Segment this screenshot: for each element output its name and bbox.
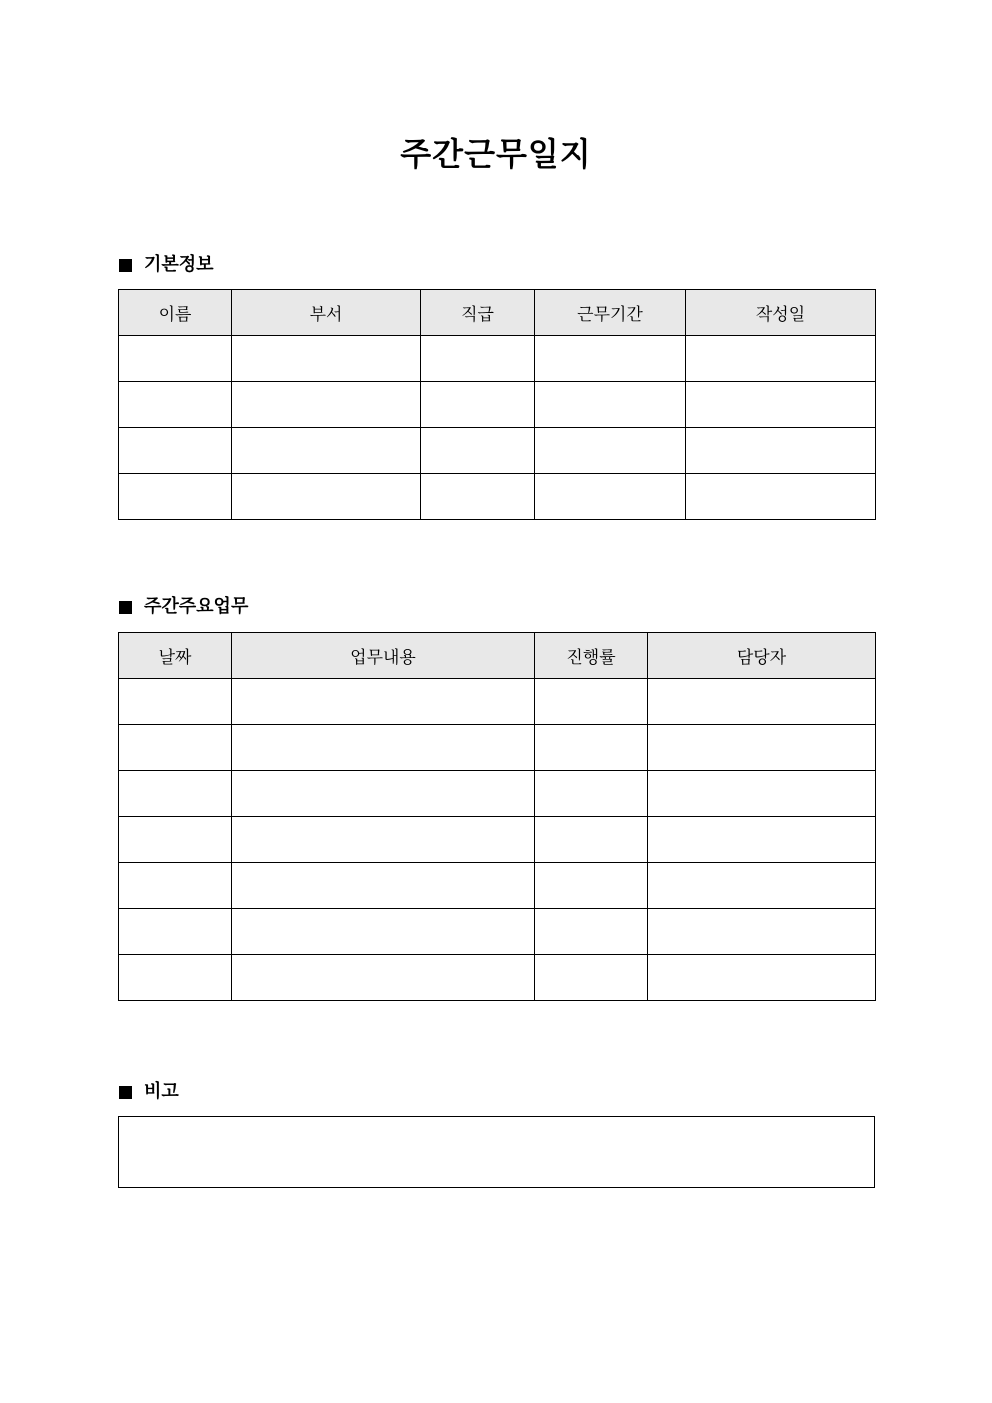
- page-title: 주간근무일지: [400, 135, 592, 173]
- table-cell[interactable]: [119, 909, 232, 955]
- table-row: [119, 336, 876, 382]
- table-cell[interactable]: [421, 336, 535, 382]
- table-cell[interactable]: [686, 336, 876, 382]
- table-cell[interactable]: [535, 725, 648, 771]
- table-cell[interactable]: [421, 474, 535, 520]
- table-cell[interactable]: [535, 817, 648, 863]
- table-cell[interactable]: [648, 771, 876, 817]
- table-cell[interactable]: [535, 474, 686, 520]
- table-row: [119, 955, 876, 1001]
- remarks-box[interactable]: [118, 1116, 875, 1188]
- table-cell[interactable]: [535, 336, 686, 382]
- table-cell[interactable]: [232, 955, 535, 1001]
- weekly-tasks-heading: [119, 594, 248, 620]
- column-header-progress: 진행률: [535, 633, 648, 679]
- table-cell[interactable]: [648, 955, 876, 1001]
- table-cell[interactable]: [119, 863, 232, 909]
- table-cell[interactable]: [232, 382, 421, 428]
- table-cell[interactable]: [535, 955, 648, 1001]
- table-row: [119, 909, 876, 955]
- table-cell[interactable]: [119, 336, 232, 382]
- basic-info-heading: [119, 252, 214, 278]
- table-cell[interactable]: [686, 428, 876, 474]
- table-cell[interactable]: [648, 909, 876, 955]
- column-header-position: 직급: [421, 290, 535, 336]
- table-row: [119, 863, 876, 909]
- table-row: [119, 428, 876, 474]
- table-row: [119, 725, 876, 771]
- table-cell[interactable]: [119, 955, 232, 1001]
- table-cell[interactable]: [232, 679, 535, 725]
- remarks-heading-label: 비고: [144, 1081, 179, 1102]
- table-cell[interactable]: [535, 771, 648, 817]
- table-row: [119, 474, 876, 520]
- table-cell[interactable]: [119, 474, 232, 520]
- square-bullet-icon: [119, 259, 132, 272]
- table-cell[interactable]: [119, 679, 232, 725]
- remarks-heading: [119, 1079, 179, 1105]
- table-cell[interactable]: [119, 725, 232, 771]
- table-cell[interactable]: [686, 474, 876, 520]
- table-cell[interactable]: [232, 428, 421, 474]
- weekly-tasks-table: [118, 632, 876, 1001]
- table-cell[interactable]: [119, 817, 232, 863]
- table-cell[interactable]: [232, 909, 535, 955]
- table-cell[interactable]: [648, 679, 876, 725]
- column-header-date-written: 작성일: [686, 290, 876, 336]
- table-row: [119, 817, 876, 863]
- table-cell[interactable]: [535, 382, 686, 428]
- table-cell[interactable]: [232, 474, 421, 520]
- table-cell[interactable]: [232, 817, 535, 863]
- table-cell[interactable]: [119, 382, 232, 428]
- table-row: [119, 679, 876, 725]
- table-cell[interactable]: [421, 428, 535, 474]
- table-cell[interactable]: [119, 771, 232, 817]
- column-header-task-content: 업무내용: [232, 633, 535, 679]
- table-header-row: [119, 290, 876, 336]
- table-cell[interactable]: [232, 771, 535, 817]
- table-header-row: [119, 633, 876, 679]
- table-cell[interactable]: [232, 863, 535, 909]
- column-header-assignee: 담당자: [648, 633, 876, 679]
- table-cell[interactable]: [535, 679, 648, 725]
- table-cell[interactable]: [119, 428, 232, 474]
- table-cell[interactable]: [686, 382, 876, 428]
- table-cell[interactable]: [535, 863, 648, 909]
- column-header-work-period: 근무기간: [535, 290, 686, 336]
- basic-info-table: [118, 289, 876, 520]
- column-header-date: 날짜: [119, 633, 232, 679]
- weekly-tasks-heading-label: 주간주요업무: [144, 596, 249, 617]
- table-cell[interactable]: [648, 863, 876, 909]
- table-cell[interactable]: [648, 725, 876, 771]
- table-cell[interactable]: [535, 909, 648, 955]
- column-header-name: 이름: [119, 290, 232, 336]
- table-cell[interactable]: [535, 428, 686, 474]
- square-bullet-icon: [119, 1086, 132, 1099]
- table-row: [119, 382, 876, 428]
- column-header-department: 부서: [232, 290, 421, 336]
- basic-info-heading-label: 기본정보: [144, 254, 214, 275]
- table-row: [119, 771, 876, 817]
- table-cell[interactable]: [421, 382, 535, 428]
- square-bullet-icon: [119, 601, 132, 614]
- table-cell[interactable]: [232, 336, 421, 382]
- table-cell[interactable]: [648, 817, 876, 863]
- table-cell[interactable]: [232, 725, 535, 771]
